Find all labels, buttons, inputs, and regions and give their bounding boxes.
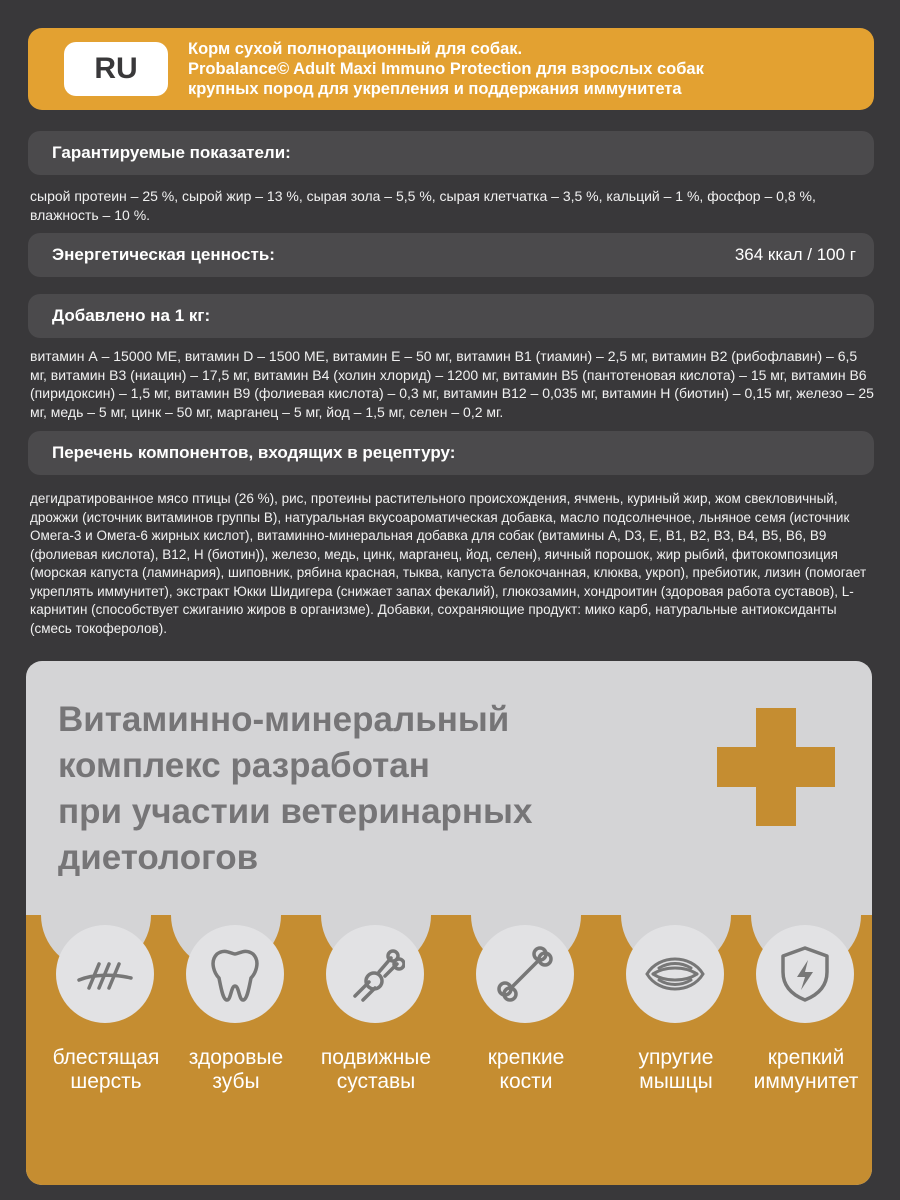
components-text: дегидратированное мясо птицы (26 %), рис, протеины растительного происхождения, ячмень, куриный жир, жом свекловичный, дрожжи (источник витаминов группы В), натуральная вкусоароматическая добавка, масло подсолнечное, льняное семя (источник Омега-3 и Омега-6 жирных кислот), витаминно-минеральная добавка для собак (витамины А, D3, Е, В1, В2, В3, В4, В5, В6, В9 (фолиевая кислота), В12, Н (биотин)), железо, медь, цинк, марганец, йод, селен), яичный порошок, жир рыбий, фитокомпозиция (морская капуста (ламинария), шиповник, рябина красная, тыква, капуста белокочанная, клюква, укроп), пребиотик, лизин (помогает укреплять иммунитет), экстракт Юкки Шидигера (снижает запах фекалий), глюкозамин, хондроитин (здоровая работа суставов), L-карнитин (способствует сжиганию жиров в организме). Добавки, сохраняющие продукт: мико карб, натуральные антиоксиданты (смесь токоферолов). [30,491,867,636]
energy-section-bar [28,233,874,277]
benefit-label [298,1046,454,1094]
benefit-circle [476,925,574,1023]
components-title: Перечень компонентов, входящих в рецептуру: [52,443,456,462]
info-panel [26,661,872,1185]
shield-icon [775,944,835,1004]
panel-headline-line: при участии ветеринарных [58,792,533,831]
fur-icon [75,944,135,1004]
benefit-label-line: зубы [212,1070,260,1093]
language-badge: RU [64,42,168,96]
benefit-label-line: мышцы [639,1070,713,1093]
benefit-label [158,1046,314,1094]
benefit-label-line: подвижные [320,1046,432,1069]
benefit-label [728,1046,872,1094]
product-title [188,39,862,99]
added-title: Добавлено на 1 кг: [52,306,211,325]
guaranteed-section-bar [28,131,874,175]
benefit-label-line: блестящая [52,1046,160,1069]
tooth-icon [205,944,265,1004]
guaranteed-title: Гарантируемые показатели: [52,143,291,162]
benefits-band [26,915,872,1185]
guaranteed-text: сырой протеин – 25 %, сырой жир – 13 %, сырая зола – 5,5 %, сырая клетчатка – 3,5 %, кальций – 1 %, фосфор – 0,8 %, влажность – 10 %. [30,188,816,223]
benefit-label-line: иммунитет [753,1070,859,1093]
product-title-line: Корм сухой полнорационный для собак. [188,40,523,58]
energy-title: Энергетическая ценность: [52,245,275,264]
components-section-bar [28,431,874,475]
product-title-line: крупных пород для укрепления и поддержания иммунитета [188,80,682,98]
benefit-label-line: крепкие [487,1046,565,1069]
benefit-circle [756,925,854,1023]
panel-headline [58,697,598,881]
product-title-line: Probalance© Adult Maxi Immuno Protection для взрослых собак [188,60,704,78]
benefit-label-line: суставы [336,1070,416,1093]
joint-icon [345,944,405,1004]
benefit-circle [626,925,724,1023]
plus-icon [717,708,835,826]
benefit-label-line: здоровые [188,1046,284,1069]
benefit-circle [326,925,424,1023]
benefit-label-line: крепкий [767,1046,845,1069]
bone-icon [495,944,555,1004]
benefit-label-line: упругие [638,1046,714,1069]
benefit-label-line: кости [499,1070,553,1093]
added-section-bar [28,294,874,338]
added-text: витамин А – 15000 МЕ, витамин D – 1500 МЕ, витамин Е – 50 мг, витамин В1 (тиамин) – 2,5 мг, витамин В2 (рибофлавин) – 6,5 мг, витамин В3 (ниацин) – 17,5 мг, витамин В4 (холин хлорид) – 1200 мг, витамин В5 (пантотеновая кислота) – 15 мг, витамин В6 (пиридоксин) – 1,5 мг, витамин В9 (фолиевая кислота) – 0,3 мг, витамин В12 – 0,035 мг, витамин Н (биотин) – 0,15 мг, железо – 25 мг, медь – 5 мг, цинк – 50 мг, марганец – 5 мг, йод – 1,5 мг, селен – 0,2 мг. [30,348,874,420]
panel-headline-line: Витаминно-минеральный [58,700,510,739]
benefit-circle [56,925,154,1023]
panel-headline-line: диетологов [58,838,259,877]
product-header [28,28,874,110]
benefit-label [448,1046,604,1094]
benefit-circle [186,925,284,1023]
energy-value: 364 ккал / 100 г [734,245,856,264]
panel-headline-line: комплекс разработан [58,746,430,785]
muscle-icon [645,944,705,1004]
benefit-label-line: шерсть [70,1070,142,1093]
